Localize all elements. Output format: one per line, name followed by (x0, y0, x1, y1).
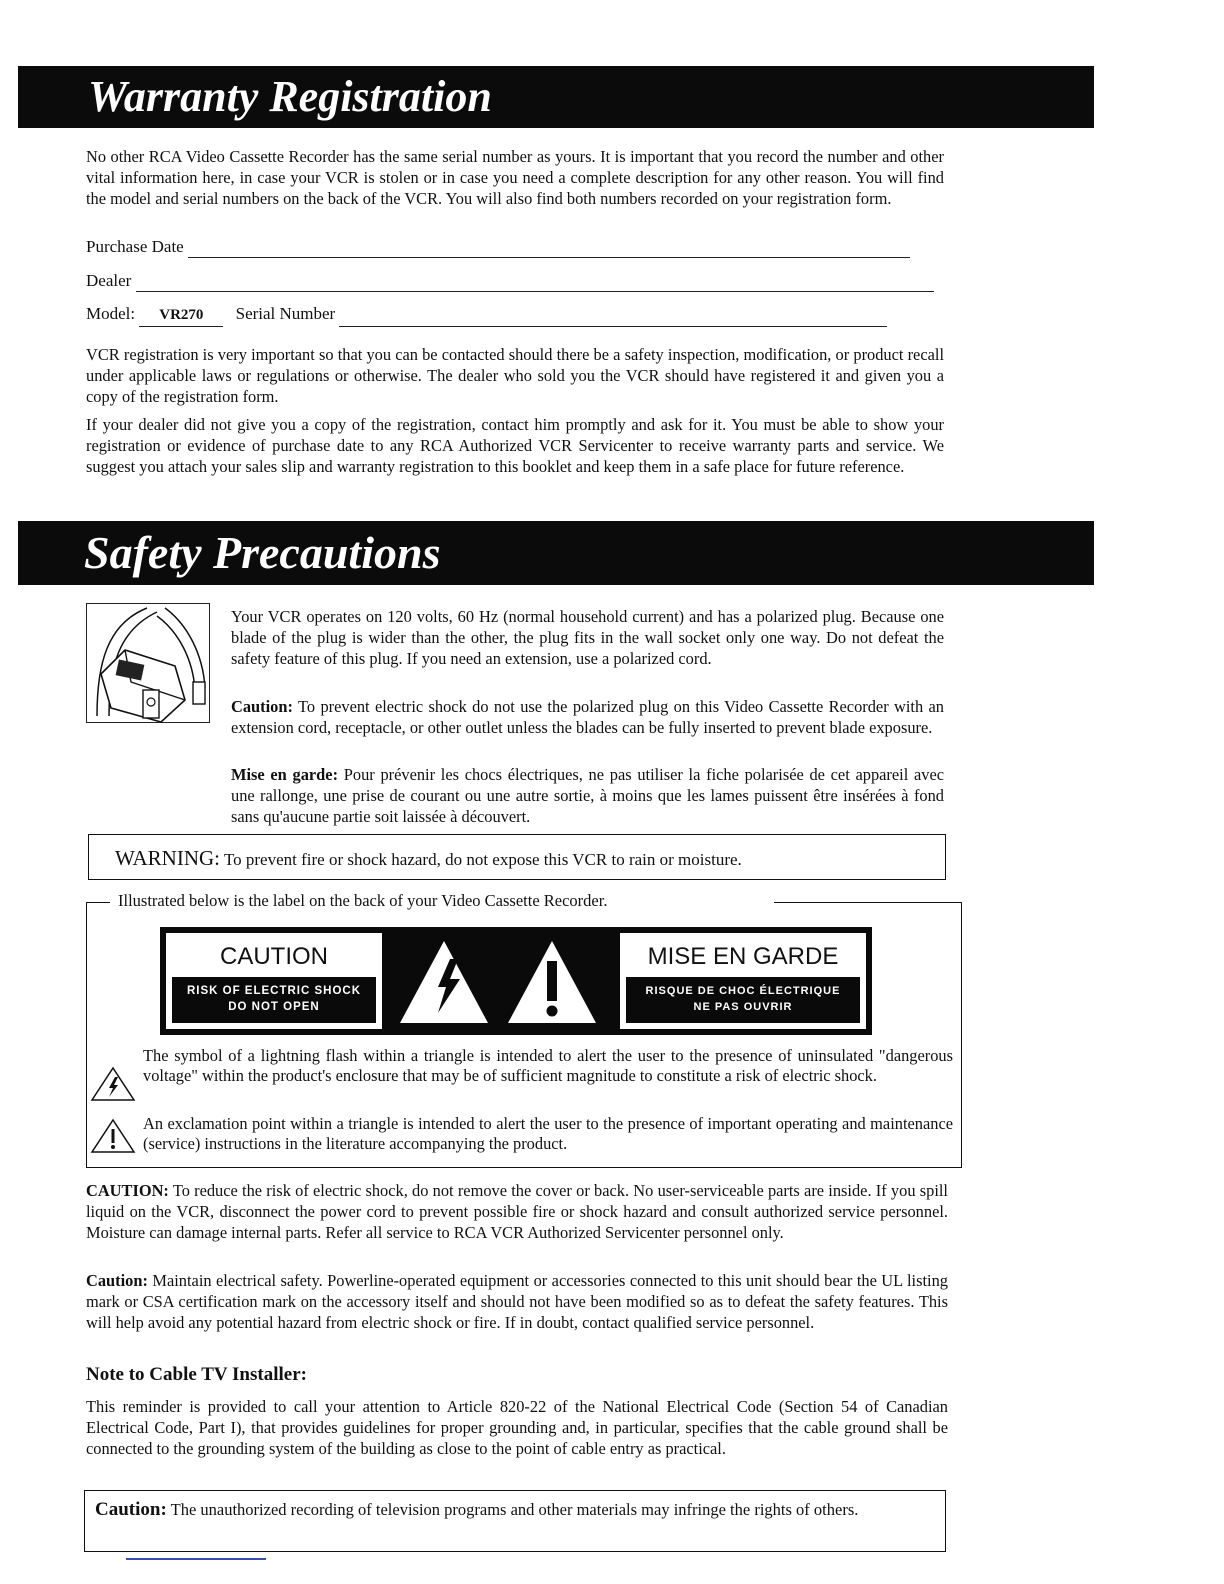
back-panel-caution-label (160, 927, 872, 1035)
label-intro-text: Illustrated below is the label on the back of your Video Cassette Recorder. (118, 891, 608, 910)
dealer-row (86, 270, 934, 292)
label-frame-top-left (86, 902, 110, 903)
caution-plug-label: Caution: (231, 697, 293, 716)
final-caution-box (84, 1490, 946, 1552)
cable-tv-heading: Note to Cable TV Installer: (86, 1364, 307, 1385)
polarized-plug-icon (87, 604, 209, 722)
purchase-date-label: Purchase Date (86, 237, 184, 256)
serial-number-label: Serial Number (235, 304, 336, 323)
caution-panel-english (166, 933, 382, 1029)
label-mise-sub2: NE PAS OUVRIR (693, 1001, 793, 1013)
mise-en-garde-label: Mise en garde: (231, 765, 339, 784)
label-caution-sub2: DO NOT OPEN (228, 1001, 320, 1013)
polarized-plug-illustration (86, 603, 210, 723)
lightning-symbol-paragraph: The symbol of a lightning flash within a triangle is intended to alert the user to the presence of uninsulated "dangerous voltage" within the product's enclosure that may be of sufficient magnitude to constitute a risk of electric shock. (143, 1046, 953, 1085)
plug-paragraph: Your VCR operates on 120 volts, 60 Hz (normal household current) and has a polarized plug. Because one blade of the plug is wider than the other, the plug fits in the wall socket only one way. Do not defeat the safety feature of this plug. If you need an extension, use a polarized cord. (231, 607, 944, 668)
caution-panel-french (620, 933, 866, 1029)
purchase-date-row (86, 236, 910, 258)
label-caution-title: CAUTION (220, 943, 328, 970)
exclamation-symbol-paragraph: An exclamation point within a triangle is intended to alert the user to the presence of important operating and maintenance (service) instructions in the literature accompanying the product. (143, 1114, 953, 1153)
label-mise-sub1: RISQUE DE CHOC ÉLECTRIQUE (645, 985, 841, 997)
label-frame-top-right (774, 902, 962, 903)
purchase-date-field[interactable] (188, 241, 910, 258)
serial-number-field[interactable] (339, 310, 887, 327)
lightning-triangle-icon (90, 1066, 136, 1102)
warning-text: To prevent fire or shock hazard, do not expose this VCR to rain or moisture. (223, 850, 742, 869)
label-mise-title: MISE EN GARDE (647, 943, 839, 970)
cable-tv-paragraph: This reminder is provided to call your attention to Article 820-22 of the National Electrical Code (Section 54 of Canadian Electrical Code, Part I), that provides guidelines for proper grounding and, in particular, specifies that the cable ground shall be connected to the grounding system of the building as close to the point of cable entry as practical. (86, 1397, 948, 1458)
warning-triangles-icon (394, 935, 604, 1029)
model-label: Model: (86, 304, 136, 323)
caution-cover-text: To reduce the risk of electric shock, do not remove the cover or back. No user-serviceable parts are inside. If you spill liquid on the VCR, disconnect the power cord to prevent possible fire or shock hazard and consult authorized service personnel. Moisture can damage internal parts. Refer all service to RCA VCR Authorized Servicenter personnel only. (86, 1181, 948, 1242)
warranty-registration-title: Warranty Registration (88, 72, 492, 121)
dealer-paragraph: If your dealer did not give you a copy of the registration, contact him promptly and ask for it. You must be able to show your registration or evidence of purchase date to any RCA Authorized VCR Servicenter to receive warranty parts and service. We suggest you attach your sales slip and warranty registration to this booklet and keep them in a safe place for future reference. (86, 415, 944, 476)
registration-paragraph: VCR registration is very important so that you can be contacted should there be a safety inspection, modification, or product recall under applicable laws or regulations or otherwise. The dealer who sold you the VCR should have registered it and given you a copy of the registration form. (86, 345, 944, 406)
caution-electrical-label: Caution: (86, 1271, 148, 1290)
caution-plug-text: To prevent electric shock do not use the polarized plug on this Video Cassette Recorder with an extension cord, receptacle, or other outlet unless the blades can be fully inserted to prevent blade exposure. (231, 697, 944, 737)
caution-cover-label: CAUTION: (86, 1181, 169, 1200)
model-serial-row (86, 303, 887, 327)
warranty-intro-paragraph: No other RCA Video Cassette Recorder has the same serial number as yours. It is important that you record the number and other vital information here, in case your VCR is stolen or in case you need a complete description for any other reason. You will find the model and serial numbers on the back of the VCR. You will also find both numbers recorded on your registration form. (86, 147, 944, 208)
warranty-registration-banner (18, 66, 1094, 128)
warning-box (88, 834, 946, 880)
warning-label: WARNING: (115, 846, 220, 870)
exclamation-triangle-icon (90, 1118, 136, 1154)
safety-precautions-title: Safety Precautions (84, 527, 441, 578)
safety-precautions-banner (18, 521, 1094, 585)
label-caution-sub1: RISK OF ELECTRIC SHOCK (186, 985, 362, 997)
dealer-field[interactable] (136, 275, 934, 292)
mise-en-garde-text: Pour prévenir les chocs électriques, ne pas utiliser la fiche polarisée de cet appareil avec une rallonge, une prise de courant ou une autre sortie, à moins que les lames puissent être insérées à fond sans qu'aucune partie soit laissée à découvert. (231, 765, 945, 826)
bottom-rule (126, 1558, 266, 1560)
caution-cover-paragraph (86, 1180, 948, 1243)
caution-electrical-paragraph (86, 1270, 948, 1333)
dealer-label: Dealer (86, 271, 132, 290)
mise-en-garde-paragraph (231, 764, 944, 827)
final-caution-label: Caution: (95, 1499, 167, 1520)
caution-plug-paragraph (231, 696, 944, 738)
model-value: VR270 (139, 304, 223, 327)
final-caution-text: The unauthorized recording of television programs and other materials may infringe the rights of others. (170, 1500, 859, 1519)
caution-electrical-text: Maintain electrical safety. Powerline-operated equipment or accessories connected to this unit should bear the UL listing mark or CSA certification mark on the accessory itself and should not have been modified so as to defeat the safety features. This will help avoid any potential hazard from electric shock or fire. If in doubt, contact qualified service personnel. (86, 1271, 948, 1332)
